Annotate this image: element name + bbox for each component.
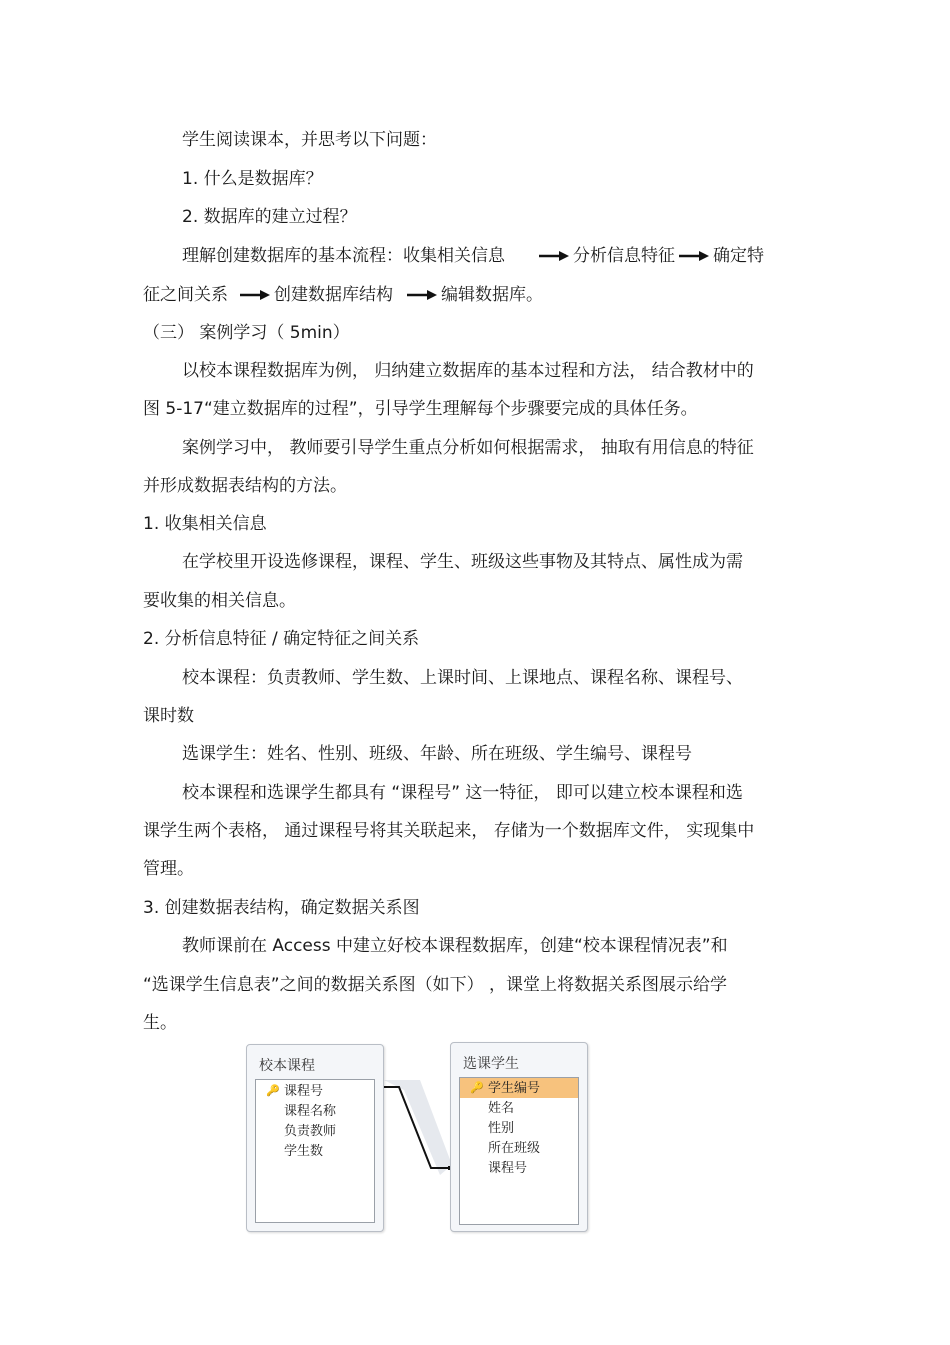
text-line: 课时数 xyxy=(143,706,194,726)
flow-step: 编辑数据库。 xyxy=(441,285,543,305)
flow-step: 征之间关系 xyxy=(143,285,228,305)
flow-step: 分析信息特征 xyxy=(573,246,675,266)
table-title: 校本课程 xyxy=(259,1058,315,1074)
text-line: “选课学生信息表”之间的数据关系图（如下） ，课堂上将数据关系图展示给学 xyxy=(143,975,728,995)
field-item[interactable]: 负责教师 xyxy=(284,1124,337,1139)
text-line: 校本课程：负责教师、学生数、上课时间、上课地点、课程名称、课程号、 xyxy=(182,668,743,688)
field-item[interactable]: 学生数 xyxy=(284,1144,324,1159)
text-line: 要收集的相关信息。 xyxy=(143,591,296,611)
field-item[interactable]: 所在班级 xyxy=(488,1141,541,1156)
field-item[interactable]: 学生编号 xyxy=(488,1081,541,1096)
subheading: 1. 收集相关信息 xyxy=(143,514,267,534)
field-item[interactable]: 性别 xyxy=(488,1121,515,1136)
text-line: 图 5-17“建立数据库的过程”，引导学生理解每个步骤要完成的具体任务。 xyxy=(143,399,698,419)
field-item[interactable]: 课程号 xyxy=(488,1161,528,1176)
subheading: 2. 分析信息特征 / 确定特征之间关系 xyxy=(143,629,420,649)
text-line: 在学校里开设选修课程，课程、学生、班级这些事物及其特点、属性成为需 xyxy=(182,552,743,572)
list-item: 2. 数据库的建立过程？ xyxy=(182,207,357,227)
text-line: 案例学习中， 教师要引导学生重点分析如何根据需求， 抽取有用信息的特征 xyxy=(182,438,754,458)
text-line: 校本课程和选课学生都具有 “课程号” 这一特征， 即可以建立校本课程和选 xyxy=(182,783,743,803)
flow-step: 确定特 xyxy=(713,246,764,266)
flow-step: 理解创建数据库的基本流程：收集相关信息 xyxy=(182,246,505,266)
table-card-student[interactable] xyxy=(450,1042,588,1232)
text-line: 以校本课程数据库为例， 归纳建立数据库的基本过程和方法， 结合教材中的 xyxy=(182,361,754,381)
text-line: 课学生两个表格， 通过课程号将其关联起来， 存储为一个数据库文件， 实现集中 xyxy=(143,821,755,841)
text-line: 教师课前在 Access 中建立好校本课程数据库，创建“校本课程情况表”和 xyxy=(182,936,728,956)
text-line: 并形成数据表结构的方法。 xyxy=(143,476,347,496)
section-heading: （三） 案例学习（ 5min） xyxy=(143,323,350,343)
text-line: 学生阅读课本，并思考以下问题： xyxy=(182,130,437,150)
table-card-course[interactable] xyxy=(246,1044,384,1232)
primary-key-icon: 🔑 xyxy=(470,1081,484,1094)
flow-step: 创建数据库结构 xyxy=(274,285,393,305)
field-list xyxy=(255,1079,375,1223)
text-line: 生。 xyxy=(143,1013,177,1033)
field-item[interactable]: 课程号 xyxy=(284,1084,324,1099)
field-item[interactable]: 课程名称 xyxy=(284,1104,337,1119)
primary-key-icon: 🔑 xyxy=(266,1084,280,1097)
subheading: 3. 创建数据表结构，确定数据关系图 xyxy=(143,898,420,918)
text-line: 管理。 xyxy=(143,859,194,879)
table-title: 选课学生 xyxy=(463,1056,519,1072)
field-list xyxy=(459,1077,579,1225)
list-item: 1. 什么是数据库？ xyxy=(182,169,323,189)
text-line: 选课学生：姓名、性别、班级、年龄、所在班级、学生编号、课程号 xyxy=(182,744,692,764)
field-item[interactable]: 姓名 xyxy=(488,1101,515,1116)
